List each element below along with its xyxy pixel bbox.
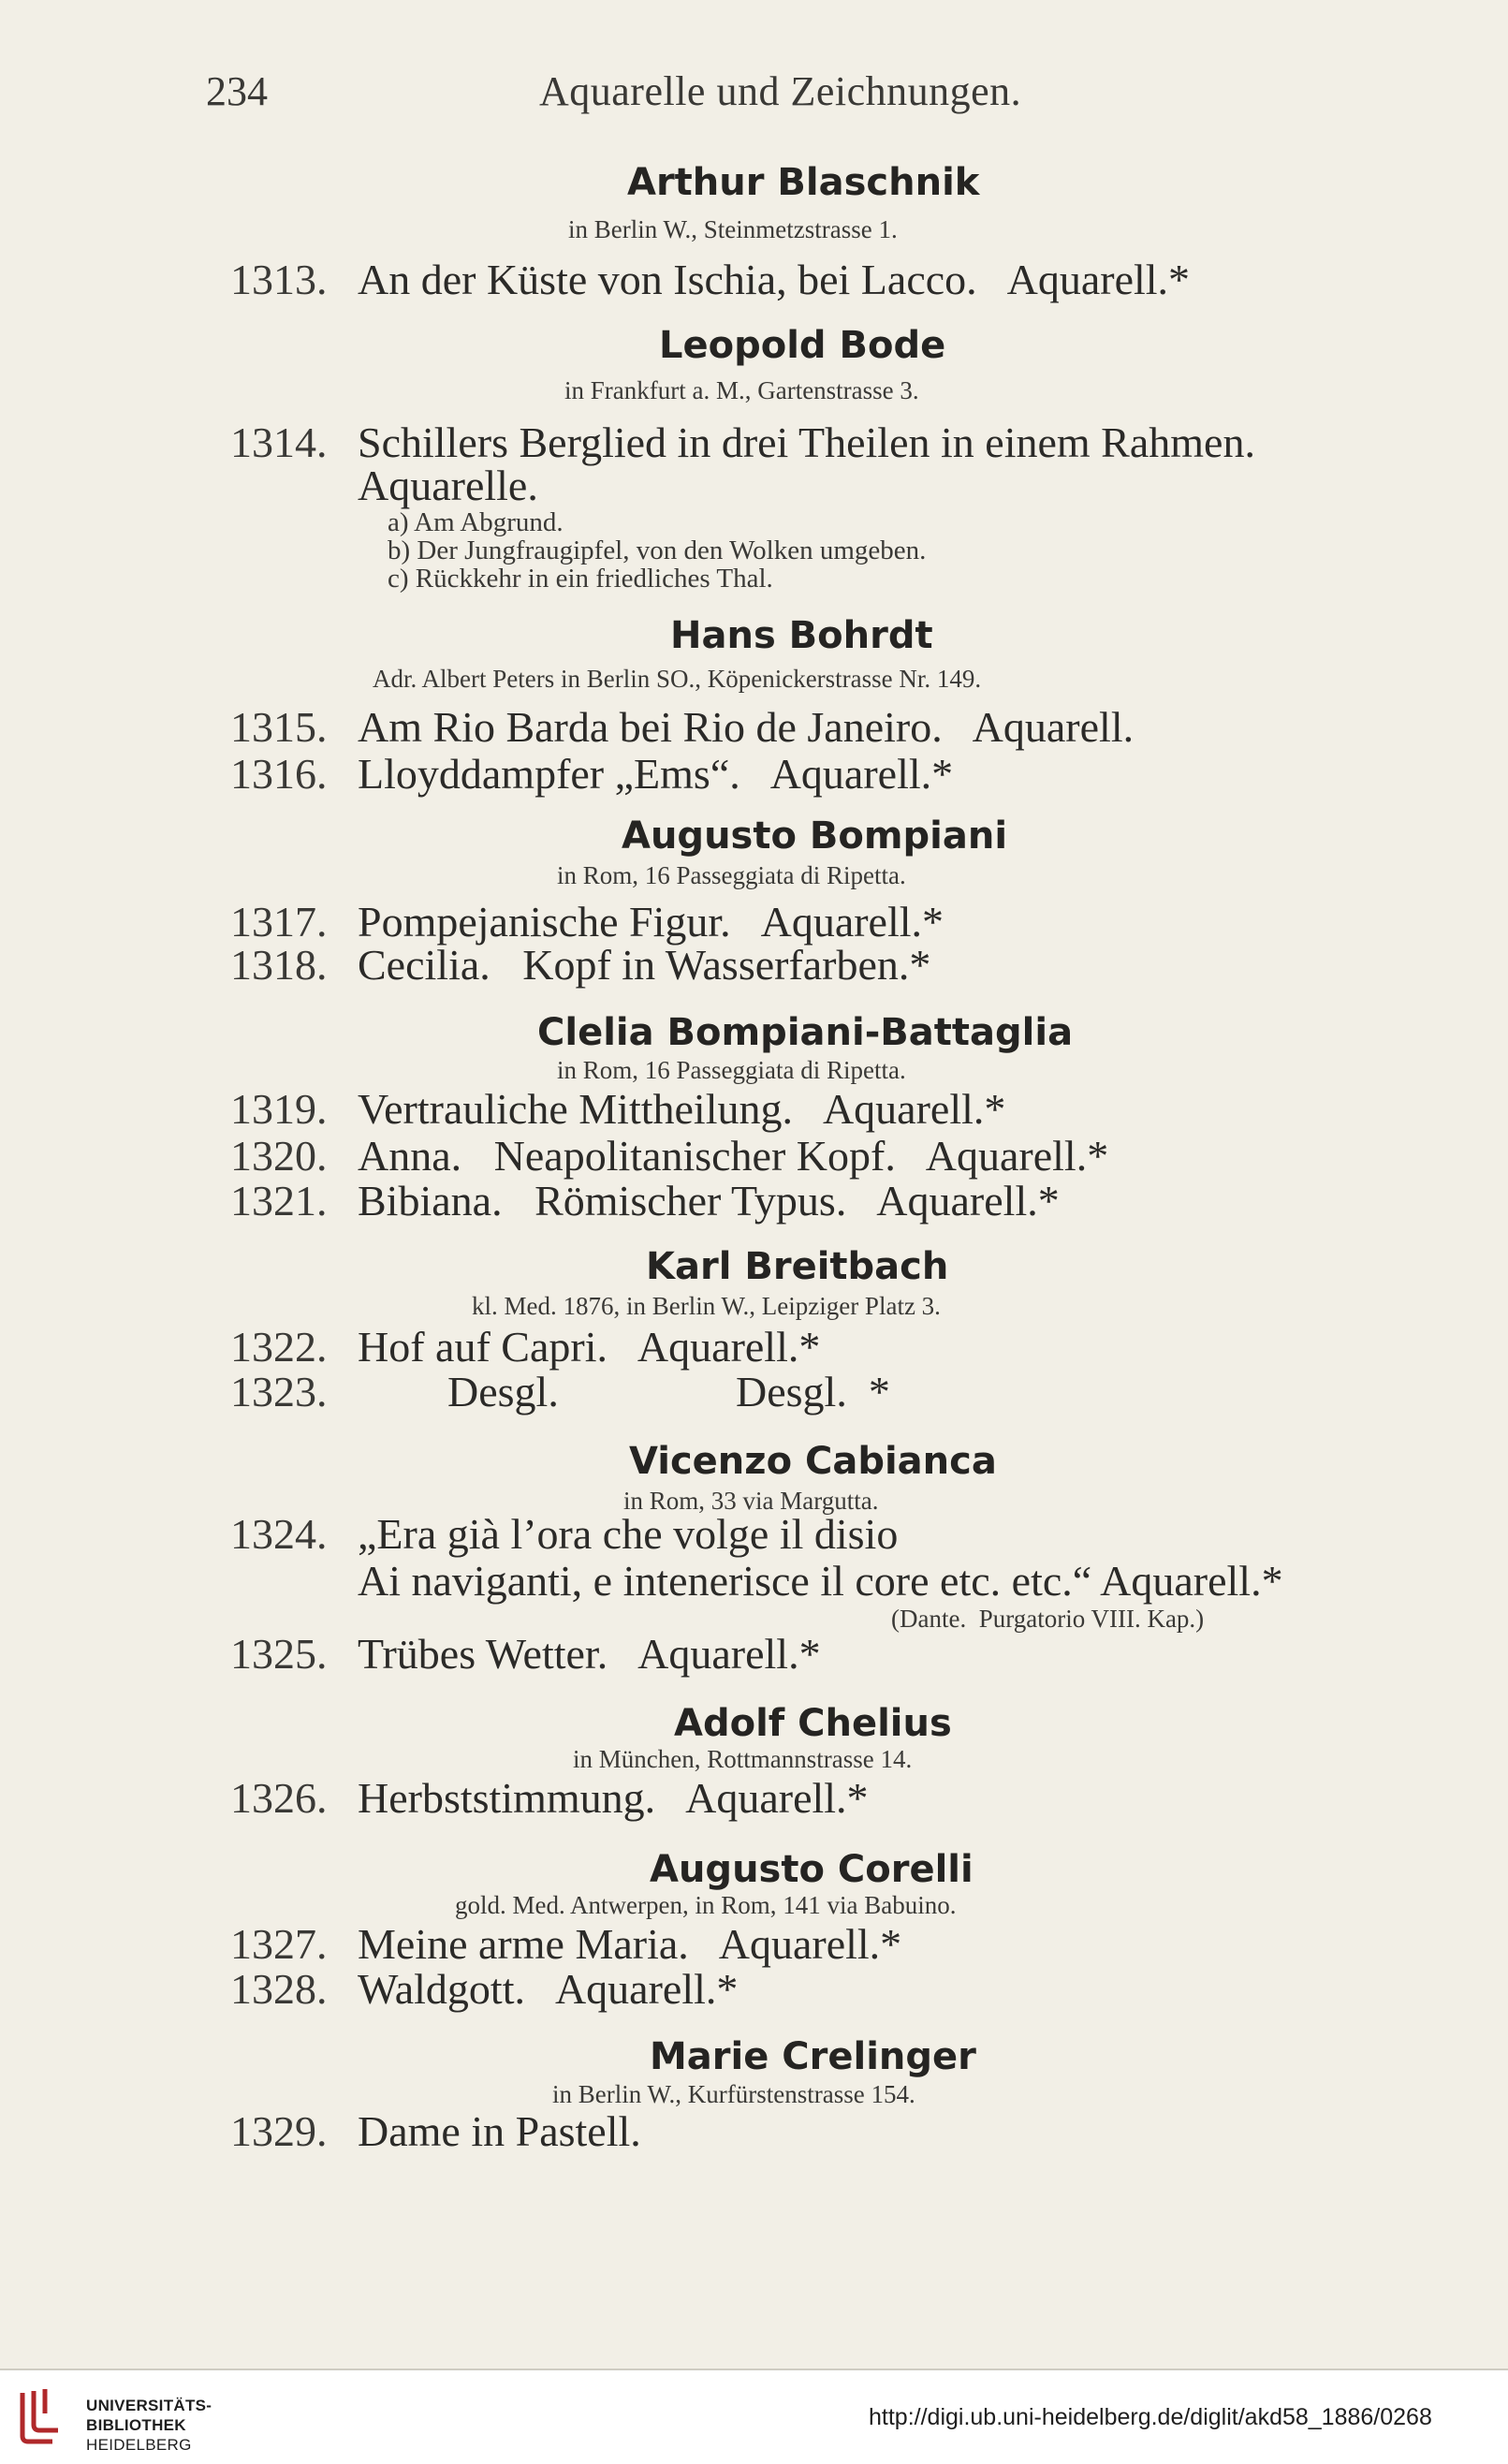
artist-address: kl. Med. 1876, in Berlin W., Leipziger Platz 3. [472, 1292, 941, 1320]
catalog-number: 1326. [230, 1774, 328, 1822]
artwork-title: Desgl. [447, 1368, 559, 1415]
catalog-number: 1325. [230, 1630, 328, 1678]
library-logo-icon [15, 2387, 62, 2447]
catalog-number: 1323. [230, 1368, 328, 1415]
artwork-title: Am Rio Barda bei Rio de Janeiro. Aquarell. [358, 703, 1135, 751]
artwork-title: Dame in Pastell. [358, 2107, 641, 2155]
source-url-link[interactable]: http://digi.ub.uni-heidelberg.de/diglit/akd58_1886/0268 [869, 2404, 1432, 2430]
artist-name: Clelia Bompiani-Battaglia [537, 1011, 1074, 1054]
catalog-number: 1322. [230, 1323, 328, 1371]
artist-name: Karl Breitbach [646, 1245, 949, 1288]
citation: (Dante. Purgatorio VIII. Kap.) [891, 1605, 1205, 1633]
catalog-number: 1315. [230, 703, 328, 751]
artist-name: Vicenzo Cabianca [629, 1440, 997, 1483]
sub-item: c) Rückkehr in ein friedliches Thal. [388, 564, 773, 594]
catalog-number: 1321. [230, 1177, 328, 1225]
artwork-title: Cecilia. Kopf in Wasserfarben.* [358, 941, 931, 989]
artwork-title: Waldgott. Aquarell.* [358, 1965, 739, 2013]
artwork-title-continued: Ai naviganti, e intenerisce il core etc. etc.“ Aquarell.* [358, 1557, 1283, 1605]
catalog-number: 1329. [230, 2107, 328, 2155]
artwork-title: An der Küste von Ischia, bei Lacco. Aquarell.* [358, 256, 1191, 303]
sub-item: a) Am Abgrund. [388, 507, 564, 537]
artwork-title: Lloyddampfer „Ems“. Aquarell.* [358, 750, 954, 798]
artist-address: in München, Rottmannstrasse 14. [573, 1745, 913, 1773]
catalog-number: 1320. [230, 1132, 328, 1180]
artist-address: in Rom, 33 via Margutta. [623, 1487, 879, 1515]
running-title: Aquarelle und Zeichnungen. [539, 68, 1022, 114]
catalog-number: 1317. [230, 898, 328, 946]
artist-name: Hans Bohrdt [670, 614, 933, 657]
artist-name: Leopold Bode [659, 324, 946, 367]
artist-address: in Berlin W., Steinmetzstrasse 1. [568, 215, 898, 243]
catalog-number: 1319. [230, 1085, 328, 1133]
sub-item: b) Der Jungfraugipfel, von den Wolken umgeben. [388, 535, 927, 565]
artwork-title: Desgl. * [736, 1368, 890, 1415]
catalog-number: 1314. [230, 418, 328, 466]
catalog-number: 1324. [230, 1510, 328, 1558]
artist-address: in Frankfurt a. M., Gartenstrasse 3. [564, 376, 919, 404]
artist-name: Augusto Bompiani [622, 814, 1008, 858]
artist-name: Arthur Blaschnik [627, 161, 980, 204]
artwork-title-continued: Aquarelle. [358, 462, 538, 509]
artwork-title: Vertrauliche Mittheilung. Aquarell.* [358, 1085, 1006, 1133]
artist-address: Adr. Albert Peters in Berlin SO., Köpenickerstrasse Nr. 149. [373, 665, 982, 693]
artwork-title: Schillers Berglied in drei Theilen in einem Rahmen. [358, 418, 1255, 466]
catalog-number: 1327. [230, 1920, 328, 1968]
artwork-title: Herbststimmung. Aquarell.* [358, 1774, 869, 1822]
catalog-number: 1316. [230, 750, 328, 798]
catalog-number: 1318. [230, 941, 328, 989]
artwork-title: Hof auf Capri. Aquarell.* [358, 1323, 821, 1371]
library-name-line2: BIBLIOTHEK [86, 2416, 186, 2434]
artwork-title: Meine arme Maria. Aquarell.* [358, 1920, 902, 1968]
artist-name: Marie Crelinger [650, 2035, 976, 2078]
artwork-title: „Era già l’ora che volge il disio [358, 1510, 899, 1558]
artwork-title: Bibiana. Römischer Typus. Aquarell.* [358, 1177, 1060, 1225]
artwork-title: Trübes Wetter. Aquarell.* [358, 1630, 821, 1678]
artist-name: Augusto Corelli [650, 1848, 974, 1891]
library-name-line3: HEIDELBERG [86, 2436, 192, 2454]
artist-address: in Berlin W., Kurfürstenstrasse 154. [552, 2080, 915, 2108]
artwork-title: Pompejanische Figur. Aquarell.* [358, 898, 944, 946]
page-number: 234 [206, 68, 268, 114]
artwork-title: Anna. Neapolitanischer Kopf. Aquarell.* [358, 1132, 1109, 1180]
catalog-number: 1313. [230, 256, 328, 303]
artist-address: in Rom, 16 Passeggiata di Ripetta. [557, 861, 906, 889]
artist-name: Adolf Chelius [674, 1702, 952, 1745]
library-name-line1: UNIVERSITÄTS- [86, 2397, 212, 2414]
artist-address: in Rom, 16 Passeggiata di Ripetta. [557, 1056, 906, 1084]
artist-address: gold. Med. Antwerpen, in Rom, 141 via Babuino. [455, 1891, 957, 1919]
catalog-number: 1328. [230, 1965, 328, 2013]
